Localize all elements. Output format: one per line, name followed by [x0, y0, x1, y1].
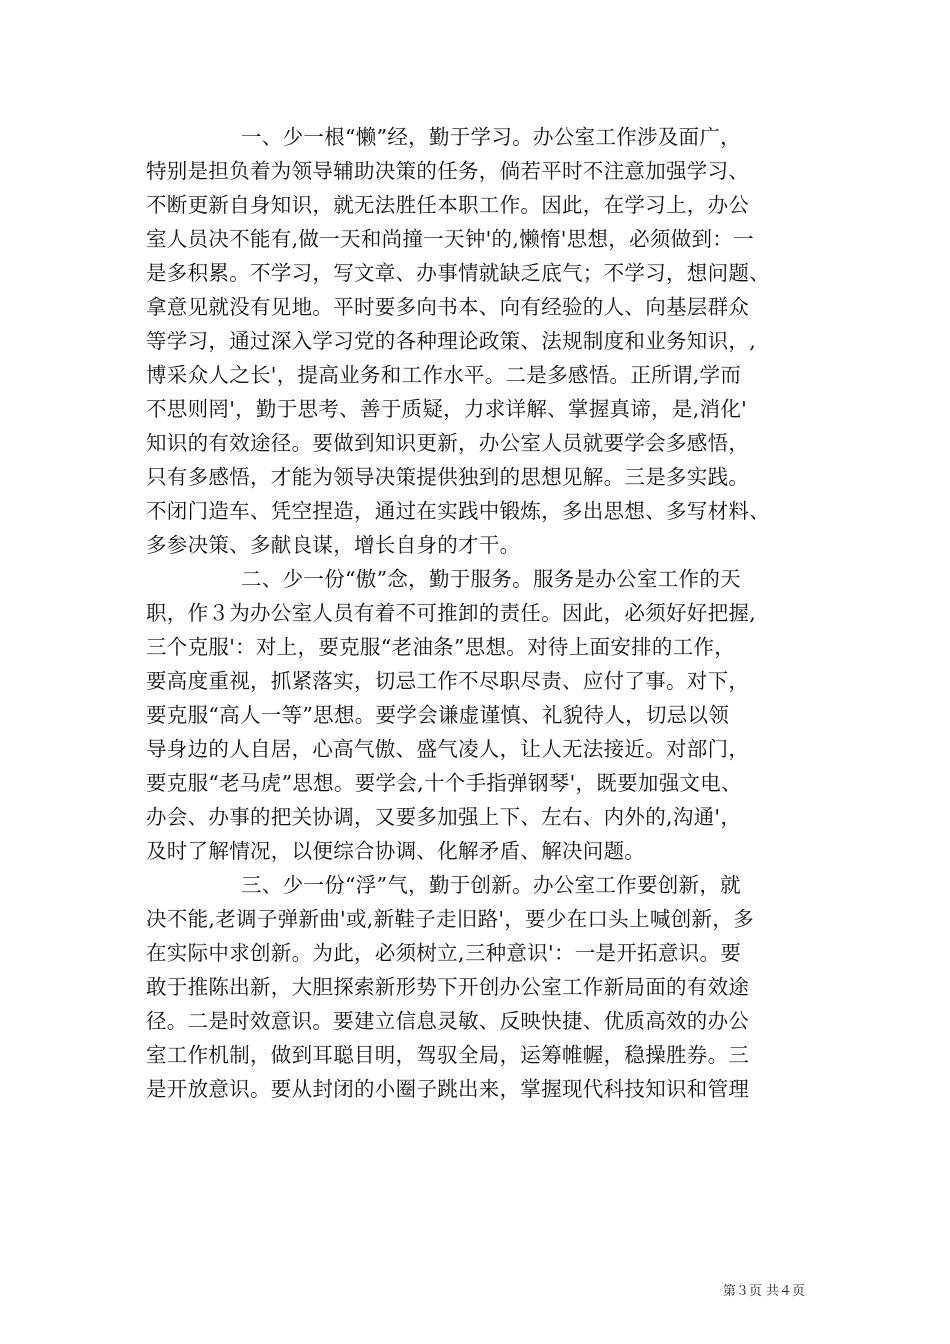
paragraph-1-line: 知识的有效途径。要做到知识更新，办公室人员就要学会多感悟，: [146, 431, 750, 455]
paragraph-3-line: 是开放意识。要从封闭的小圈子跳出来，掌握现代科技知识和管理: [146, 1077, 750, 1101]
paragraph-1-line: 只有多感悟，才能为领导决策提供独到的思想见解。三是多实践。: [146, 465, 750, 489]
paragraph-2-line: 二、少一份“傲”念，勤于服务。服务是办公室工作的天: [241, 567, 741, 591]
page-number: 第３页 共４页: [722, 1284, 805, 1299]
paragraph-2-line: 三个克服'：对上，要克服“老油条”思想。对待上面安排的工作，: [146, 635, 736, 659]
paragraph-3-line: 三、少一份“浮”气，勤于创新。办公室工作要创新，就: [241, 873, 741, 897]
paragraph-1-line: 特别是担负着为领导辅助决策的任务，倘若平时不注意加强学习、: [146, 159, 750, 183]
paragraph-2-line: 要克服“老马虎”思想。要学会,十个手指弹钢琴'，既要加强文电、: [146, 771, 742, 795]
paragraph-1-line: 是多积累。不学习，写文章、办事情就缺乏底气；不学习，想问题、: [146, 261, 770, 285]
paragraph-1-line: 拿意见就没有见地。平时要多向书本、向有经验的人、向基层群众: [146, 295, 750, 319]
paragraph-1-line: 多参决策、多献良谋，增长自身的才干。: [146, 533, 521, 557]
paragraph-2-line: 职，作３为办公室人员有着不可推卸的责任。因此，必须好好把握,: [146, 601, 757, 625]
paragraph-3-line: 室工作机制，做到耳聪目明，驾驭全局，运筹帷幄，稳操胜券。三: [146, 1043, 750, 1067]
paragraph-2-line: 及时了解情况，以便综合协调、化解矛盾、解决问题。: [146, 839, 646, 863]
paragraph-1-line: 等学习，通过深入学习党的各种理论政策、法规制度和业务知识，,: [146, 329, 757, 353]
document-body: [146, 120, 814, 1106]
paragraph-3-line: 在实际中求创新。为此，必须树立,三种意识'：一是开拓意识。要: [146, 941, 742, 965]
paragraph-1-line: 不闭门造车、凭空捏造，通过在实践中锻炼，多出思想、多写材料、: [146, 499, 770, 523]
paragraph-3-line: 敢于推陈出新，大胆探索新形势下开创办公室工作新局面的有效途: [146, 975, 750, 999]
paragraph-2-line: 要克服“高人一等”思想。要学会谦虚谨慎、礼貌待人，切忌以领: [146, 703, 730, 727]
paragraph-2-line: 导身边的人自居，心高气傲、盛气凌人，让人无法接近。对部门，: [146, 737, 750, 761]
paragraph-2-line: 办会、办事的把关协调，又要多加强上下、左右、内外的,沟通'，: [146, 805, 742, 829]
paragraph-1-line: 不思则罔'，勤于思考、善于质疑，力求详解、掌握真谛，是,消化': [146, 397, 748, 421]
paragraph-3-line: 决不能,老调子弹新曲'或,新鞋子走旧路'，要少在口头上喊创新，多: [146, 907, 754, 931]
paragraph-2-line: 要高度重视，抓紧落实，切忌工作不尽职尽责、应付了事。对下，: [146, 669, 750, 693]
paragraph-1-line: 不断更新自身知识，就无法胜任本职工作。因此，在学习上，办公: [146, 193, 750, 217]
paragraph-1-line: 一、少一根“懒”经，勤于学习。办公室工作涉及面广，: [241, 125, 741, 149]
paragraph-3-line: 径。二是时效意识。要建立信息灵敏、反映快捷、优质高效的办公: [146, 1009, 750, 1033]
paragraph-1-line: 博采众人之长'，提高业务和工作水平。二是多感悟。正所谓,学而: [146, 363, 742, 387]
paragraph-1-line: 室人员决不能有,做一天和尚撞一天钟'的,懒惰'思想，必须做到：一: [146, 227, 754, 251]
